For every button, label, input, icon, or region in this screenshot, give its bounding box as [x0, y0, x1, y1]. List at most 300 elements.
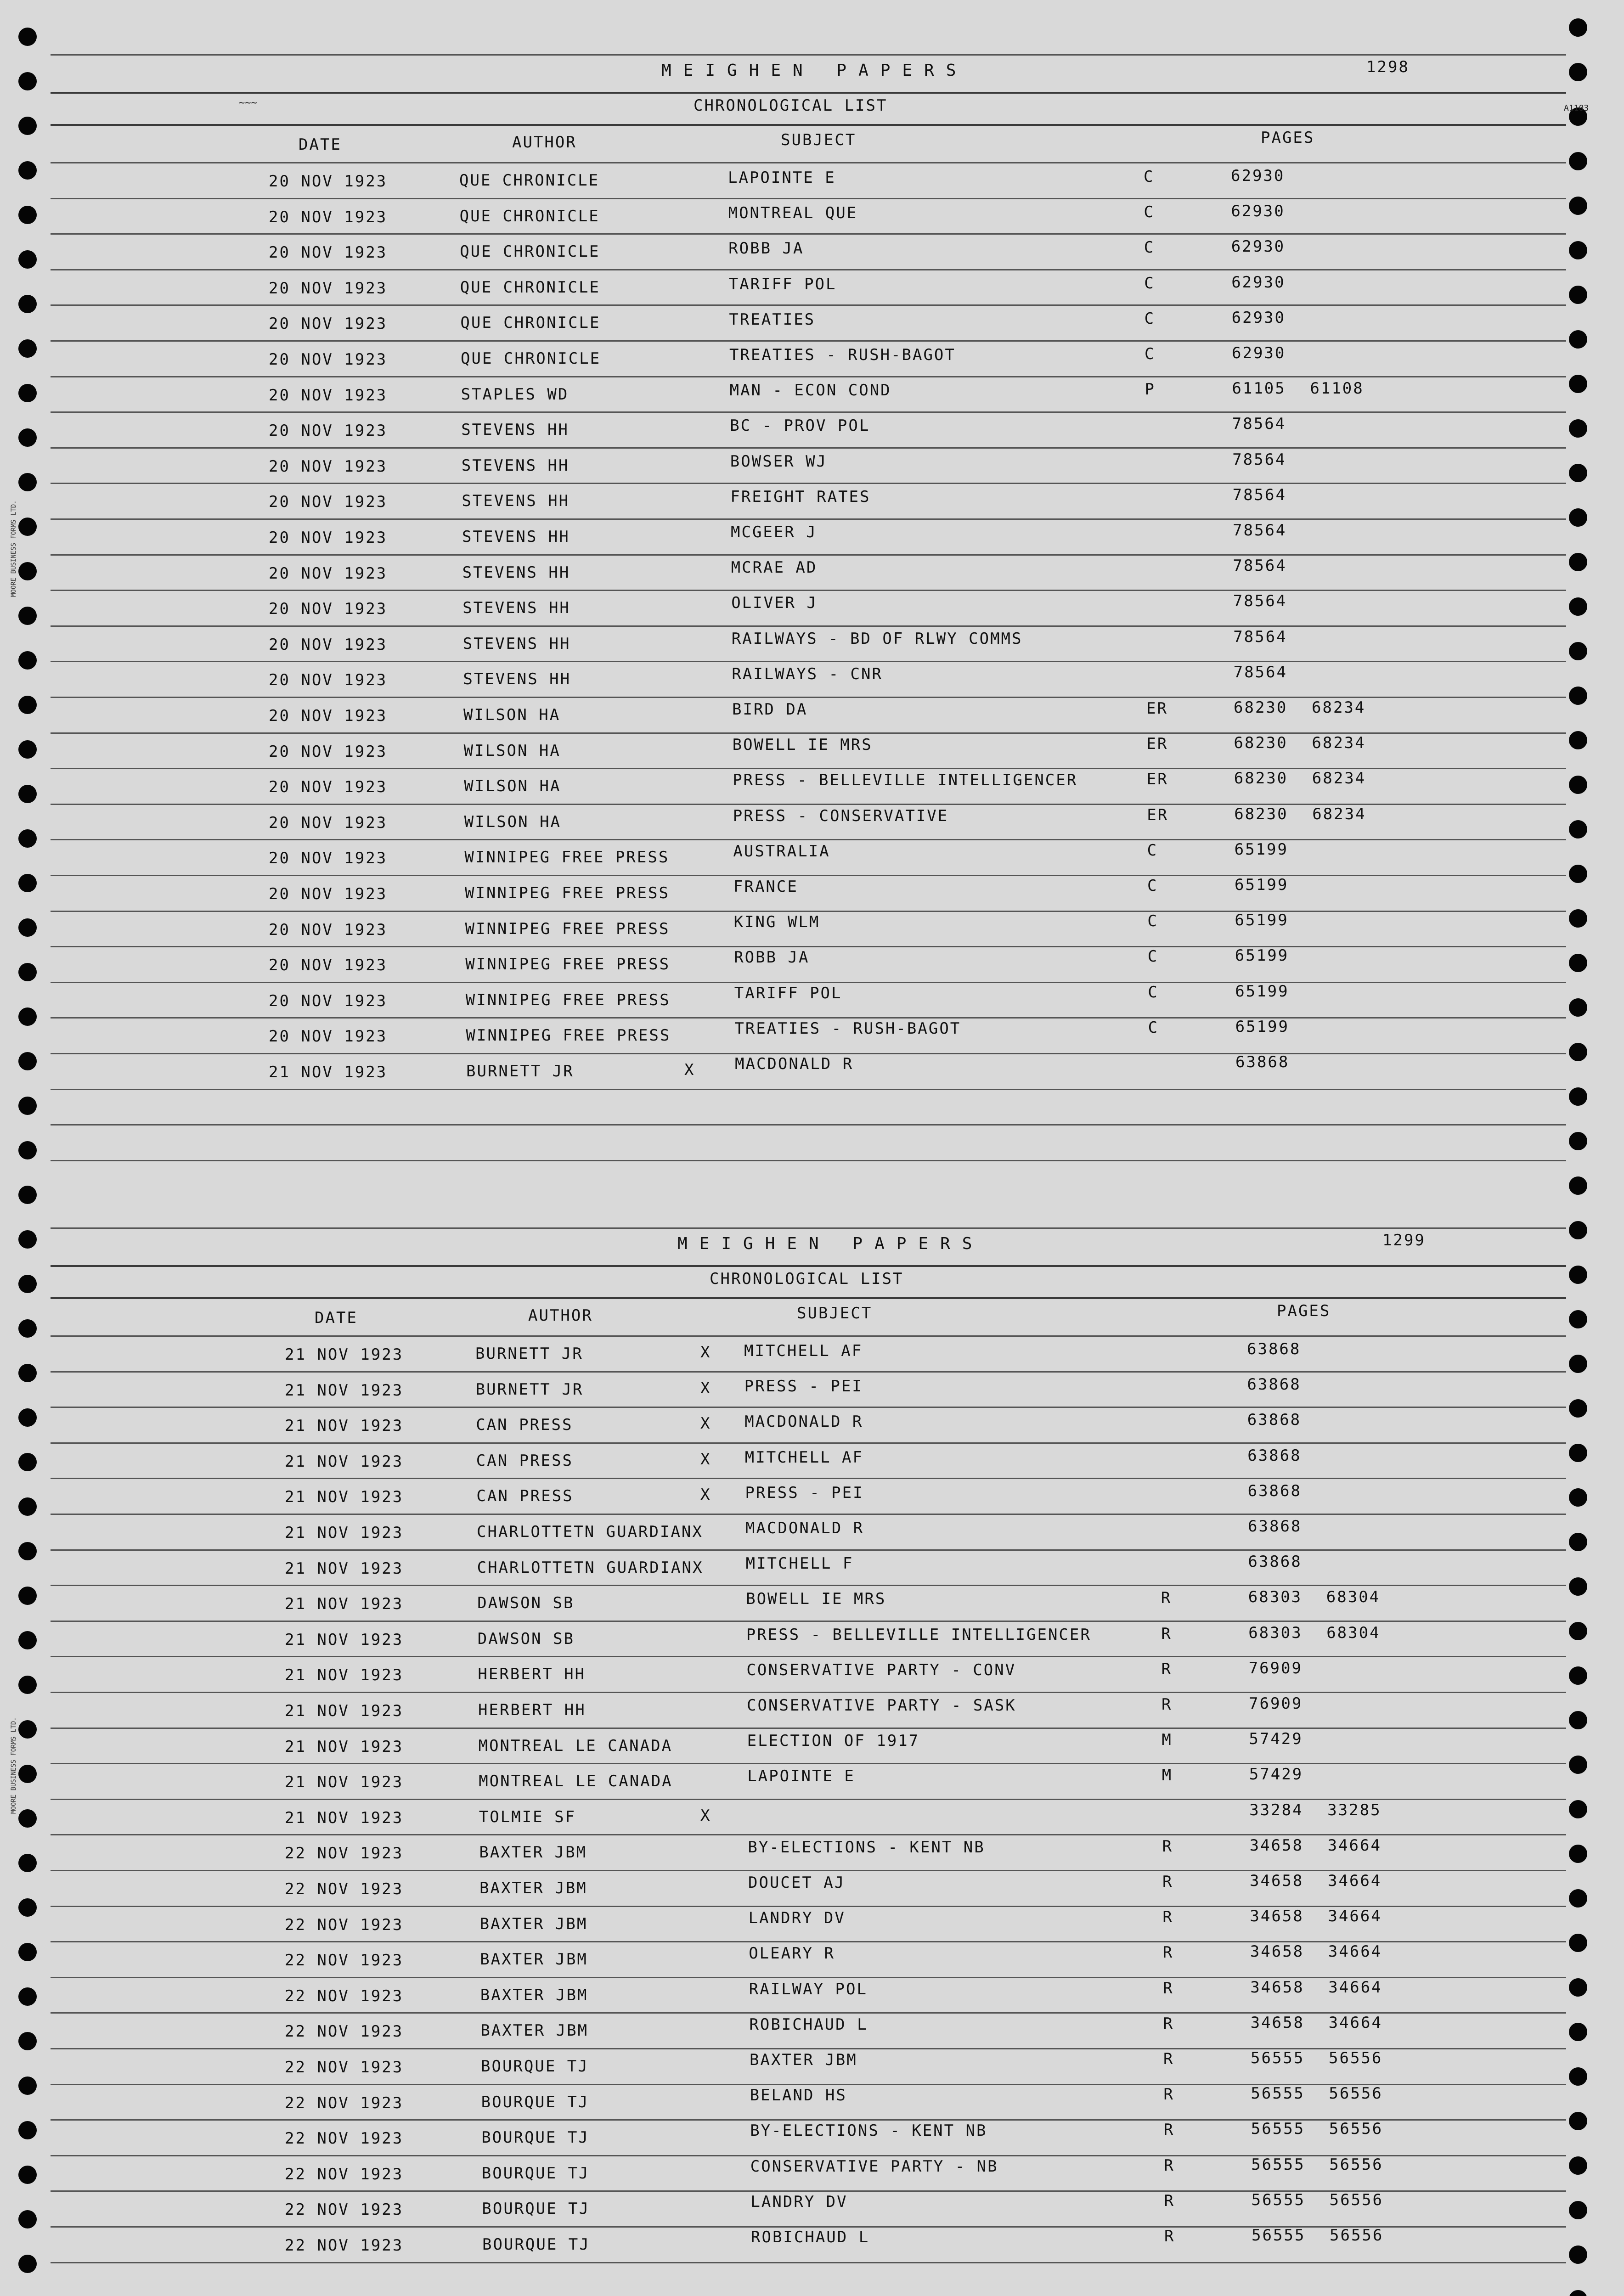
- row-code: R: [1162, 1873, 1173, 1891]
- row-code: R: [1161, 1589, 1172, 1608]
- feed-hole-left: [18, 2166, 37, 2184]
- row-rule: [51, 1585, 1566, 1586]
- feed-hole-right: [1569, 1800, 1587, 1818]
- feed-hole-left: [18, 1987, 37, 2006]
- feed-hole-right: [1569, 508, 1587, 527]
- row-subject: BELAND HS: [750, 2086, 847, 2105]
- row-code: ER: [1146, 735, 1168, 754]
- row-author: CHARLOTTETN GUARDIANX: [477, 1523, 703, 1541]
- row-code: M: [1162, 1766, 1173, 1785]
- row-page-end: 56556: [1329, 2084, 1383, 2103]
- feed-hole-right: [1569, 63, 1587, 81]
- row-page-start: 62930: [1232, 344, 1286, 362]
- row-rule: [51, 625, 1566, 627]
- section-top-rule: [51, 1227, 1566, 1229]
- row-page-start: 63868: [1247, 1411, 1302, 1429]
- row-subject: RAILWAYS - CNR: [732, 664, 883, 683]
- row-page-start: 34658: [1250, 1907, 1304, 1926]
- feed-hole-left: [18, 384, 37, 402]
- row-subject: ROBB JA: [734, 948, 810, 967]
- row-author: QUE CHRONICLE: [460, 278, 600, 297]
- row-date: 21 NOV 1923: [285, 1702, 404, 1720]
- row-subject: MITCHELL AF: [744, 1448, 863, 1467]
- row-subject: OLIVER J: [731, 594, 818, 613]
- feed-hole-left: [18, 117, 37, 135]
- row-author: WILSON HA: [463, 741, 561, 760]
- feed-hole-right: [1569, 1043, 1587, 1061]
- row-author: STEVENS HH: [462, 492, 570, 511]
- row-rule: [51, 1442, 1566, 1444]
- header-subject: SUBJECT: [781, 131, 857, 149]
- row-author: CHARLOTTETN GUARDIANX: [477, 1558, 704, 1577]
- feed-hole-right: [1569, 2067, 1587, 2086]
- row-page-start: 56555: [1251, 2084, 1305, 2103]
- row-page-end: 61108: [1310, 379, 1364, 398]
- row-date: 20 NOV 1923: [269, 600, 388, 619]
- row-page-start: 63868: [1247, 1340, 1301, 1358]
- row-code: C: [1148, 1018, 1159, 1037]
- margin-mark-top-right: A1103: [1564, 103, 1589, 113]
- row-subject: AUSTRALIA: [733, 842, 830, 861]
- row-page-start: 65199: [1235, 911, 1289, 930]
- row-subject: BY-ELECTIONS - KENT NB: [750, 2122, 987, 2140]
- feed-hole-left: [18, 1676, 37, 1694]
- row-rule: [51, 1371, 1566, 1373]
- row-code: R: [1162, 1943, 1174, 1962]
- row-page-start: 76909: [1248, 1659, 1303, 1677]
- header-subject: SUBJECT: [797, 1304, 873, 1322]
- row-code: C: [1144, 203, 1155, 222]
- row-page-start: 78564: [1233, 521, 1287, 540]
- feed-hole-right: [1569, 1533, 1587, 1551]
- row-rule: [51, 1799, 1566, 1800]
- row-date: 21 NOV 1923: [285, 1773, 404, 1792]
- row-page-start: 68230: [1234, 769, 1288, 788]
- row-x-flag: X: [684, 1061, 695, 1079]
- row-subject: MITCHELL AF: [744, 1342, 863, 1360]
- feed-hole-right: [1569, 954, 1587, 972]
- row-date: 20 NOV 1923: [269, 493, 388, 512]
- row-date: 22 NOV 1923: [285, 1844, 404, 1863]
- row-page-start: 63868: [1247, 1375, 1301, 1394]
- row-page-start: 65199: [1235, 876, 1289, 894]
- blank-rule: [51, 2262, 1566, 2263]
- row-rule: [51, 518, 1566, 520]
- row-code: R: [1163, 2121, 1175, 2139]
- row-subject: TARIFF POL: [728, 275, 837, 293]
- title-rule: [51, 1265, 1566, 1267]
- feed-hole-right: [1569, 2112, 1587, 2130]
- row-code: R: [1163, 2014, 1174, 2033]
- row-rule: [51, 946, 1566, 947]
- feed-hole-left: [18, 2255, 37, 2273]
- row-date: 21 NOV 1923: [285, 1595, 404, 1614]
- row-author: DAWSON SB: [477, 1594, 575, 1613]
- row-author: WINNIPEG FREE PRESS: [464, 848, 670, 867]
- row-date: 21 NOV 1923: [285, 1737, 404, 1756]
- feed-hole-right: [1569, 1934, 1587, 1952]
- row-author: WINNIPEG FREE PRESS: [465, 955, 671, 974]
- row-page-start: 62930: [1231, 167, 1285, 185]
- row-page-end: 56556: [1330, 2226, 1384, 2245]
- row-x-flag: X: [700, 1450, 711, 1469]
- row-subject: TREATIES - RUSH-BAGOT: [734, 1019, 961, 1038]
- row-rule: [51, 1053, 1566, 1054]
- feed-hole-right: [1569, 1355, 1587, 1373]
- row-author: STEVENS HH: [463, 670, 571, 689]
- row-author: QUE CHRONICLE: [460, 242, 600, 261]
- row-subject: ROBB JA: [728, 239, 804, 258]
- feed-hole-left: [18, 161, 37, 180]
- feed-hole-right: [1569, 909, 1587, 928]
- feed-hole-right: [1569, 197, 1587, 215]
- row-page-start: 62930: [1231, 202, 1285, 221]
- header-date: DATE: [299, 135, 342, 154]
- row-date: 21 NOV 1923: [285, 1381, 404, 1400]
- row-rule: [51, 875, 1566, 876]
- row-code: C: [1147, 912, 1158, 931]
- header-author: AUTHOR: [512, 133, 577, 152]
- row-code: C: [1147, 947, 1159, 966]
- feed-hole-left: [18, 1943, 37, 1961]
- row-date: 20 NOV 1923: [269, 172, 388, 191]
- row-subject: PRESS - PEI: [745, 1483, 864, 1502]
- row-date: 20 NOV 1923: [269, 564, 388, 583]
- feed-hole-right: [1569, 1399, 1587, 1418]
- row-page-start: 56555: [1251, 2155, 1305, 2174]
- feed-hole-left: [18, 1186, 37, 1204]
- header-date: DATE: [315, 1309, 358, 1327]
- row-rule: [51, 732, 1566, 734]
- report-title: MEIGHEN PAPERS: [677, 1234, 984, 1253]
- row-date: 21 NOV 1923: [285, 1559, 404, 1578]
- feed-hole-left: [18, 696, 37, 714]
- row-subject: MITCHELL F: [745, 1554, 854, 1573]
- row-rule: [51, 411, 1566, 413]
- row-subject: ELECTION OF 1917: [747, 1732, 920, 1750]
- feed-hole-left: [18, 1453, 37, 1471]
- row-page-end: 68304: [1326, 1623, 1381, 1642]
- row-date: 22 NOV 1923: [285, 1880, 404, 1898]
- row-date: 22 NOV 1923: [285, 1951, 404, 1970]
- row-author: WINNIPEG FREE PRESS: [465, 919, 670, 938]
- row-subject: MCRAE AD: [731, 558, 818, 577]
- row-author: WILSON HA: [463, 706, 561, 724]
- row-page-start: 65199: [1235, 1017, 1289, 1036]
- row-author: WILSON HA: [464, 777, 561, 796]
- row-subject: DOUCET AJ: [748, 1874, 846, 1892]
- row-author: STAPLES WD: [461, 385, 569, 404]
- row-date: 20 NOV 1923: [269, 742, 388, 761]
- row-date: 21 NOV 1923: [269, 1063, 388, 1081]
- row-code: R: [1163, 2085, 1174, 2104]
- row-author: STEVENS HH: [462, 599, 570, 618]
- row-subject: FREIGHT RATES: [730, 487, 871, 506]
- row-date: 20 NOV 1923: [269, 920, 388, 939]
- row-rule: [51, 198, 1566, 199]
- row-rule: [51, 340, 1566, 342]
- row-rule: [51, 1834, 1566, 1835]
- row-author: STEVENS HH: [461, 421, 569, 439]
- row-x-flag: X: [700, 1343, 711, 1362]
- row-date: 20 NOV 1923: [269, 671, 388, 690]
- row-page-start: 57429: [1249, 1765, 1303, 1784]
- row-date: 21 NOV 1923: [285, 1345, 404, 1364]
- row-author: CAN PRESS: [476, 1487, 574, 1506]
- feed-hole-left: [18, 1854, 37, 1872]
- feed-hole-right: [1569, 1622, 1587, 1640]
- feed-hole-left: [18, 1230, 37, 1249]
- row-page-end: 68304: [1326, 1588, 1381, 1607]
- row-author: BAXTER JBM: [480, 1986, 588, 2004]
- row-code: R: [1164, 2227, 1175, 2245]
- row-date: 22 NOV 1923: [285, 1915, 404, 1934]
- page-number: 1299: [1382, 1231, 1426, 1249]
- row-subject: PRESS - CONSERVATIVE: [733, 806, 949, 825]
- row-rule: [51, 1728, 1566, 1729]
- row-rule: [51, 1335, 1566, 1337]
- row-subject: BY-ELECTIONS - KENT NB: [748, 1838, 985, 1857]
- row-author: BOURQUE TJ: [482, 2235, 590, 2254]
- feed-hole-right: [1569, 776, 1587, 794]
- row-subject: BOWSER WJ: [730, 452, 828, 471]
- row-page-start: 63868: [1247, 1481, 1302, 1500]
- row-page-start: 56555: [1251, 2190, 1305, 2209]
- row-code: C: [1144, 238, 1155, 257]
- feed-hole-right: [1569, 152, 1587, 170]
- feed-hole-left: [18, 651, 37, 670]
- feed-hole-left: [18, 473, 37, 491]
- row-date: 20 NOV 1923: [269, 350, 388, 369]
- row-subject: OLEARY R: [749, 1944, 835, 1963]
- feed-hole-left: [18, 428, 37, 447]
- row-author: BURNETT JR: [466, 1062, 574, 1080]
- report-subtitle: CHRONOLOGICAL LIST: [694, 96, 888, 115]
- feed-hole-right: [1569, 642, 1587, 660]
- row-author: QUE CHRONICLE: [461, 349, 601, 368]
- feed-hole-right: [1569, 375, 1587, 393]
- row-page-end: 68234: [1312, 734, 1366, 753]
- row-page-start: 61105: [1232, 379, 1286, 398]
- row-page-start: 63868: [1247, 1446, 1302, 1465]
- row-code: C: [1148, 983, 1159, 1002]
- row-page-start: 33284: [1249, 1801, 1303, 1819]
- row-code: R: [1162, 1695, 1173, 1714]
- row-author: STEVENS HH: [462, 563, 570, 582]
- row-author: WINNIPEG FREE PRESS: [465, 884, 670, 902]
- feed-hole-right: [1569, 1444, 1587, 1462]
- row-author: BOURQUE TJ: [481, 2093, 589, 2111]
- row-date: 21 NOV 1923: [285, 1452, 404, 1471]
- feed-hole-left: [18, 1408, 37, 1427]
- row-author: WILSON HA: [464, 812, 562, 831]
- row-page-start: 63868: [1248, 1517, 1302, 1536]
- row-date: 20 NOV 1923: [269, 529, 388, 547]
- blank-rule: [51, 1160, 1566, 1161]
- feed-hole-right: [1569, 1978, 1587, 1997]
- row-x-flag: X: [700, 1486, 711, 1504]
- feed-hole-right: [1569, 1310, 1587, 1328]
- feed-hole-right: [1569, 1221, 1587, 1239]
- subtitle-rule: [51, 1297, 1566, 1299]
- row-author: MONTREAL LE CANADA: [479, 1772, 673, 1791]
- row-date: 20 NOV 1923: [269, 243, 388, 262]
- report-subtitle: CHRONOLOGICAL LIST: [710, 1270, 904, 1288]
- row-rule: [51, 483, 1566, 484]
- row-subject: PRESS - BELLEVILLE INTELLIGENCER: [733, 771, 1078, 790]
- row-date: 21 NOV 1923: [285, 1524, 404, 1542]
- row-page-end: 34664: [1328, 1907, 1382, 1926]
- row-x-flag: X: [700, 1379, 711, 1397]
- row-date: 20 NOV 1923: [269, 849, 388, 868]
- row-subject: CONSERVATIVE PARTY - CONV: [746, 1660, 1016, 1679]
- row-subject: ROBICHAUD L: [751, 2228, 870, 2246]
- row-subject: RAILWAY POL: [749, 1980, 868, 1998]
- row-page-start: 68303: [1248, 1588, 1303, 1607]
- row-date: 22 NOV 1923: [285, 2200, 404, 2219]
- row-subject: CONSERVATIVE PARTY - NB: [750, 2157, 998, 2176]
- feed-hole-right: [1569, 998, 1587, 1017]
- feed-hole-left: [18, 1319, 37, 1338]
- row-page-start: 68230: [1234, 698, 1288, 717]
- row-page-start: 78564: [1232, 415, 1286, 433]
- feed-hole-left: [18, 28, 37, 46]
- row-rule: [51, 1017, 1566, 1019]
- section-top-rule: [51, 54, 1566, 56]
- row-code: C: [1147, 841, 1158, 860]
- feed-hole-left: [18, 1898, 37, 1917]
- feed-hole-left: [18, 206, 37, 224]
- feed-hole-left: [18, 785, 37, 803]
- row-date: 20 NOV 1923: [269, 386, 388, 405]
- row-subject: LAPOINTE E: [728, 169, 836, 187]
- row-page-start: 78564: [1233, 557, 1287, 575]
- row-page-end: 68234: [1312, 805, 1366, 823]
- row-rule: [51, 447, 1566, 449]
- feed-hole-right: [1569, 464, 1587, 482]
- row-date: 21 NOV 1923: [285, 1488, 404, 1507]
- row-page-start: 76909: [1249, 1694, 1303, 1713]
- row-rule: [51, 1692, 1566, 1693]
- feed-hole-left: [18, 2210, 37, 2228]
- row-subject: BIRD DA: [732, 700, 808, 719]
- row-author: BOURQUE TJ: [481, 2057, 589, 2076]
- report-title: MEIGHEN PAPERS: [661, 61, 968, 80]
- row-page-end: 68234: [1312, 769, 1366, 788]
- row-subject: BOWELL IE MRS: [746, 1590, 886, 1609]
- feed-hole-left: [18, 2032, 37, 2050]
- feed-hole-left: [18, 1097, 37, 1115]
- row-page-start: 56555: [1251, 2049, 1305, 2067]
- row-rule: [51, 911, 1566, 912]
- feed-hole-right: [1569, 330, 1587, 349]
- feed-hole-left: [18, 829, 37, 848]
- row-rule: [51, 661, 1566, 662]
- row-author: BAXTER JBM: [480, 2021, 589, 2040]
- margin-stamp-upper: MOORE BUSINESS FORMS LTD.: [10, 500, 17, 597]
- row-subject: TREATIES: [729, 310, 816, 329]
- row-page-start: 68230: [1234, 805, 1288, 823]
- row-code: C: [1147, 877, 1158, 895]
- row-page-start: 62930: [1231, 237, 1286, 256]
- row-author: HERBERT HH: [478, 1665, 586, 1684]
- row-rule: [51, 1656, 1566, 1657]
- row-author: HERBERT HH: [478, 1701, 586, 1719]
- row-page-end: 33285: [1327, 1801, 1382, 1819]
- feed-hole-right: [1569, 2290, 1587, 2296]
- row-code: R: [1161, 1660, 1173, 1678]
- feed-hole-left: [18, 295, 37, 313]
- row-page-start: 68230: [1234, 734, 1288, 753]
- row-date: 20 NOV 1923: [269, 813, 388, 832]
- row-date: 20 NOV 1923: [269, 457, 388, 476]
- row-date: 20 NOV 1923: [269, 778, 388, 797]
- row-subject: MAN - ECON COND: [729, 381, 891, 400]
- row-subject: BC - PROV POL: [730, 416, 870, 435]
- feed-hole-right: [1569, 2156, 1587, 2175]
- row-date: 22 NOV 1923: [285, 2165, 404, 2183]
- feed-hole-left: [18, 963, 37, 981]
- row-author: QUE CHRONICLE: [460, 314, 601, 332]
- feed-hole-right: [1569, 1666, 1587, 1685]
- row-author: BURNETT JR: [475, 1345, 583, 1363]
- feed-hole-left: [18, 1141, 37, 1159]
- row-date: 21 NOV 1923: [285, 1417, 404, 1435]
- row-page-start: 56555: [1252, 2226, 1306, 2245]
- title-rule: [51, 92, 1566, 94]
- feed-hole-right: [1569, 419, 1587, 438]
- row-page-start: 63868: [1248, 1553, 1302, 1571]
- row-page-end: 34664: [1328, 1978, 1382, 1997]
- row-rule: [51, 839, 1566, 840]
- header-pages: PAGES: [1261, 129, 1315, 147]
- row-code: C: [1145, 345, 1156, 363]
- row-subject: TARIFF POL: [734, 984, 842, 1002]
- row-author: STEVENS HH: [462, 634, 571, 653]
- row-subject: LANDRY DV: [750, 2192, 848, 2211]
- feed-hole-right: [1569, 2245, 1587, 2264]
- row-date: 22 NOV 1923: [285, 2236, 404, 2255]
- feed-hole-left: [18, 1631, 37, 1649]
- row-subject: BOWELL IE MRS: [732, 736, 873, 754]
- row-code: R: [1161, 1624, 1172, 1643]
- feed-hole-left: [18, 607, 37, 625]
- feed-hole-right: [1569, 241, 1587, 259]
- row-page-start: 34658: [1250, 1978, 1304, 1997]
- page-number: 1298: [1366, 58, 1410, 76]
- row-rule: [51, 590, 1566, 591]
- feed-hole-right: [1569, 2023, 1587, 2041]
- feed-hole-right: [1569, 1132, 1587, 1150]
- row-subject: MACDONALD R: [744, 1412, 863, 1431]
- row-page-start: 65199: [1235, 946, 1289, 965]
- row-rule: [51, 1407, 1566, 1408]
- row-date: 22 NOV 1923: [285, 2022, 404, 2041]
- row-subject: MACDONALD R: [735, 1055, 854, 1073]
- row-subject: MACDONALD R: [745, 1519, 864, 1537]
- row-code: R: [1163, 2050, 1174, 2068]
- row-author: MONTREAL LE CANADA: [478, 1736, 673, 1755]
- row-page-end: 56556: [1329, 2049, 1383, 2067]
- row-page-end: 56556: [1329, 2190, 1383, 2209]
- row-subject: MCGEER J: [731, 523, 817, 541]
- header-pages: PAGES: [1277, 1302, 1331, 1320]
- row-subject: CONSERVATIVE PARTY - SASK: [747, 1696, 1016, 1715]
- feed-hole-left: [18, 518, 37, 536]
- row-date: 20 NOV 1923: [269, 315, 388, 333]
- row-subject: PRESS - BELLEVILLE INTELLIGENCER: [746, 1625, 1091, 1644]
- row-date: 20 NOV 1923: [269, 1027, 388, 1046]
